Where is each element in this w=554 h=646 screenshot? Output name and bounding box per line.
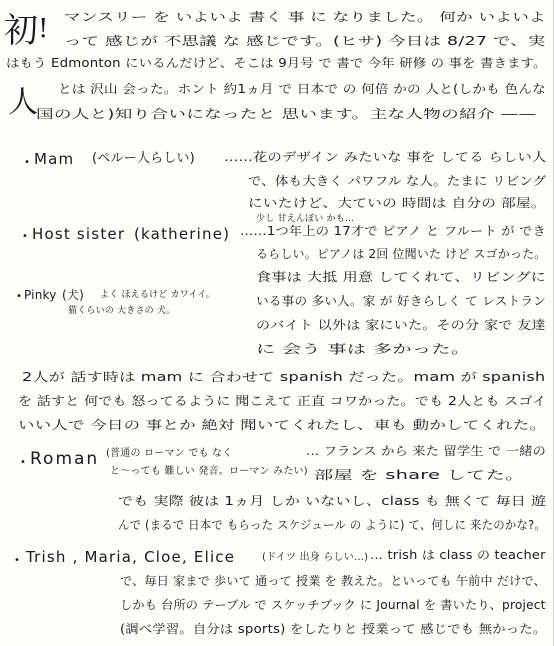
trish-line-3: しかも 台所の テーブル で スケッチブック に Journal を 書いたり、project bbox=[120, 598, 546, 612]
trish-names: Trish , Maria, Cloe, Elice bbox=[26, 548, 236, 566]
trish-line-1: … trish は class の teacher bbox=[370, 548, 546, 562]
mam-name: Mam bbox=[34, 150, 75, 168]
host-line-1: ……1つ年上の 17才で ピアノ と フルート が でき bbox=[240, 224, 547, 238]
mam-line-2: で、体も大きく パワフル な人。たまに リビング bbox=[248, 174, 547, 188]
trish-line-4: (調べ学習。自分は sports) をしたりと 授業って 感じでも 無かった。 bbox=[120, 622, 547, 636]
host-name: Host sister bbox=[32, 225, 126, 243]
host-small-note: 少し 甘えんぼい かも… bbox=[256, 214, 355, 224]
intro-line-3: はもう Edmonton にいるんだけど、そこは 9月号 で 書で 今年 研修 の 事を 書きます。 bbox=[6, 56, 547, 70]
bullet: • bbox=[20, 457, 26, 468]
para2-line-3: いい人で 今日の 事とか 絶対 聞いてくれたし、車も 動かしてくれた。 bbox=[18, 418, 547, 432]
bullet: • bbox=[16, 291, 22, 302]
host-line-4: いる事の 多い人。家 が 好きらしく て レストラン bbox=[256, 294, 546, 308]
bullet: • bbox=[14, 555, 20, 566]
host-line-6: に 会う 事は 多かった。 bbox=[256, 342, 471, 356]
roman-line-2: 部屋 を share してた。 bbox=[314, 468, 525, 482]
roman-line-4: んで (まるで 日本で もらった スケジュール の ように) て、何しに 来たのかな?。 bbox=[118, 518, 546, 532]
mam-line-3: にいたけど、大ていの 時間は 自分の 部屋。 bbox=[248, 196, 546, 210]
pinky-paren: (犬) bbox=[62, 288, 84, 302]
host-line-3: 食事は 大抵 用意 してくれて、リビングに bbox=[256, 270, 547, 284]
host-paren: (katherine) bbox=[134, 225, 231, 243]
intro-line-1: マンスリー を いよいよ 書く 事 に なりました。 何か いよいよ bbox=[64, 10, 546, 24]
trish-paren: (ドイツ 出身 らしい…) bbox=[262, 552, 369, 563]
mam-note: (ペルー人らしい) bbox=[92, 151, 195, 166]
title-char: 初 bbox=[4, 11, 38, 51]
title-exclaim: ! bbox=[38, 14, 49, 44]
para2-line-2: を 話すと 何でも 怒ってるように 聞こえて 正直 コワかった。でも 2人とも スゴイ bbox=[18, 394, 547, 408]
intro-line-5: 国の人と)知り合いになったと 思います。主な人物の紹介 —— bbox=[36, 107, 537, 121]
bullet: • bbox=[24, 157, 30, 168]
section-char: 人 bbox=[8, 85, 38, 120]
host-line-2: るらしい。ピアノは 2回 位聞いた けど スゴかった。 bbox=[256, 247, 547, 261]
roman-line-1: … フランス から 来た 留学生 で 一緒の bbox=[306, 444, 546, 458]
pinky-note-2: 猫くらいの 大きさの 犬。 bbox=[68, 306, 176, 316]
pinky-name: Pinky bbox=[24, 288, 57, 302]
mam-line-1: ……花のデザイン みたいな 事を してる らしい人 bbox=[224, 150, 547, 164]
para2-line-1: 2人が 話す時は mam に 合わせて spanish だった。mam が spanish bbox=[22, 370, 546, 384]
roman-name: Roman bbox=[30, 449, 100, 469]
intro-line-2: って 感じが 不思議 な 感じです。(ヒサ) 今日は 8/27 で、実 bbox=[64, 34, 546, 48]
roman-line-3: でも 実際 彼は 1ヵ月 しか いないし、class も 無くて 毎日 遊 bbox=[118, 494, 547, 508]
pinky-note-1: よく ほえるけど カワイイ。 bbox=[100, 290, 215, 300]
roman-paren-2: と〜っても 難しい 発音。ローマン みたい) bbox=[110, 466, 308, 477]
trish-line-2: で、毎日 家まで 歩いて 通って 授業 を 教えた。といっても 午前中 だけで、 bbox=[120, 574, 546, 588]
bullet: • bbox=[22, 231, 28, 242]
intro-line-4: とは 沢山 会った。ホント 約1ヵ月 で 日本で の 何倍 かの 人と(しかも 色んな bbox=[58, 82, 546, 96]
roman-paren-1: (普通の ローマン でも なく bbox=[106, 448, 233, 459]
host-line-5: のバイト 以外は 家にいた。その分 家で 友達 bbox=[256, 318, 546, 332]
